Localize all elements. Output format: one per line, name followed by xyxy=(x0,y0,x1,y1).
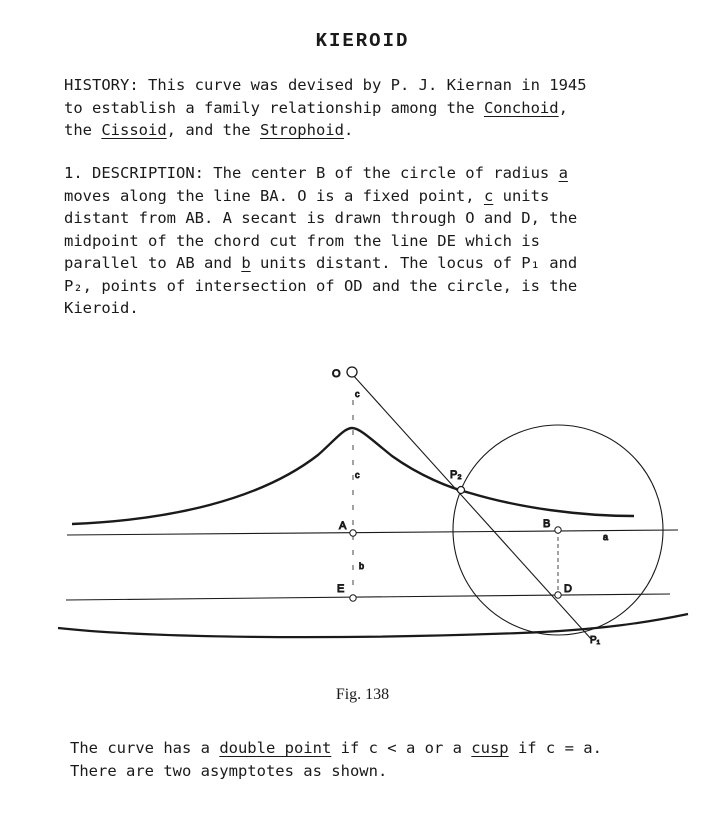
history-text-3c: . xyxy=(343,121,354,139)
point-e xyxy=(350,595,356,601)
description-line-2 xyxy=(64,185,684,208)
description-text-5b: units distant. The locus of P₁ and xyxy=(250,254,578,272)
description-line-6: P₂, points of intersection of OD and the circle, is the xyxy=(64,276,578,295)
description-line-1 xyxy=(64,162,684,185)
point-p2 xyxy=(458,487,465,494)
footer-text-1c: if c = a. xyxy=(508,739,602,757)
label-c-top: c xyxy=(355,389,360,399)
label-a-point: A xyxy=(339,520,347,532)
point-a xyxy=(350,530,356,536)
description-line-5 xyxy=(64,252,684,275)
kieroid-figure xyxy=(0,355,725,665)
footer-line-1 xyxy=(70,737,690,760)
term-double-point: double point xyxy=(219,739,332,757)
description-line-3: distant from AB. A secant is drawn through O and D, the xyxy=(64,209,578,227)
var-a: a xyxy=(558,164,568,182)
var-b: b xyxy=(241,254,251,272)
term-conchoid: Conchoid xyxy=(483,98,559,117)
footer-text-1: The curve has a xyxy=(70,739,220,757)
footer-paragraph xyxy=(70,737,690,782)
description-paragraph xyxy=(64,162,684,320)
label-o: O xyxy=(332,368,341,380)
figure-caption: Fig. 138 xyxy=(335,686,390,703)
label-e-point: E xyxy=(337,583,345,595)
history-text-3b: , and the xyxy=(166,121,260,139)
history-text-3: the xyxy=(64,121,102,139)
description-line-7: Kieroid. xyxy=(64,299,139,317)
label-a-radius: a xyxy=(603,532,609,542)
point-d xyxy=(555,592,561,598)
description-text-2b: units xyxy=(493,186,550,205)
lower-asymptote-curve xyxy=(58,614,688,637)
term-strophoid: Strophoid xyxy=(259,121,344,139)
history-paragraph xyxy=(64,74,684,142)
history-text-1: This curve was devised by P. J. Kiernan in 1945 xyxy=(138,76,587,94)
page-title: KIEROID xyxy=(315,30,410,52)
label-p2: P₂ xyxy=(450,469,462,481)
label-b-point: B xyxy=(543,518,551,530)
footer-line-2: There are two asymptotes as shown. xyxy=(70,761,388,780)
label-d-point: D xyxy=(564,583,572,595)
description-text-1: 1. DESCRIPTION: The center B of the circle of radius xyxy=(64,164,559,182)
point-o xyxy=(347,367,357,377)
description-text-5: parallel to AB and xyxy=(64,254,242,272)
description-text-2: moves along the line BA. O is a fixed point, xyxy=(64,186,484,205)
line-de xyxy=(66,594,670,600)
point-b xyxy=(555,527,561,533)
var-c: c xyxy=(483,186,494,205)
history-text-2: to establish a family relationship among the xyxy=(64,98,484,117)
history-line-3 xyxy=(64,119,684,142)
footer-text-1b: if c < a or a xyxy=(331,739,472,757)
history-line-2 xyxy=(64,97,684,120)
line-ab xyxy=(67,530,678,535)
term-cissoid: Cissoid xyxy=(101,121,167,139)
history-line-1 xyxy=(64,74,684,97)
secant-od xyxy=(352,374,592,640)
label-b-distance: b xyxy=(359,561,365,571)
history-label: HISTORY: xyxy=(64,76,139,94)
description-line-4: midpoint of the chord cut from the line DE which is xyxy=(64,231,540,250)
term-cusp: cusp xyxy=(471,739,509,757)
label-p1: P₁ xyxy=(590,635,601,646)
history-text-2b: , xyxy=(558,98,568,117)
label-c-mid: c xyxy=(355,470,360,480)
